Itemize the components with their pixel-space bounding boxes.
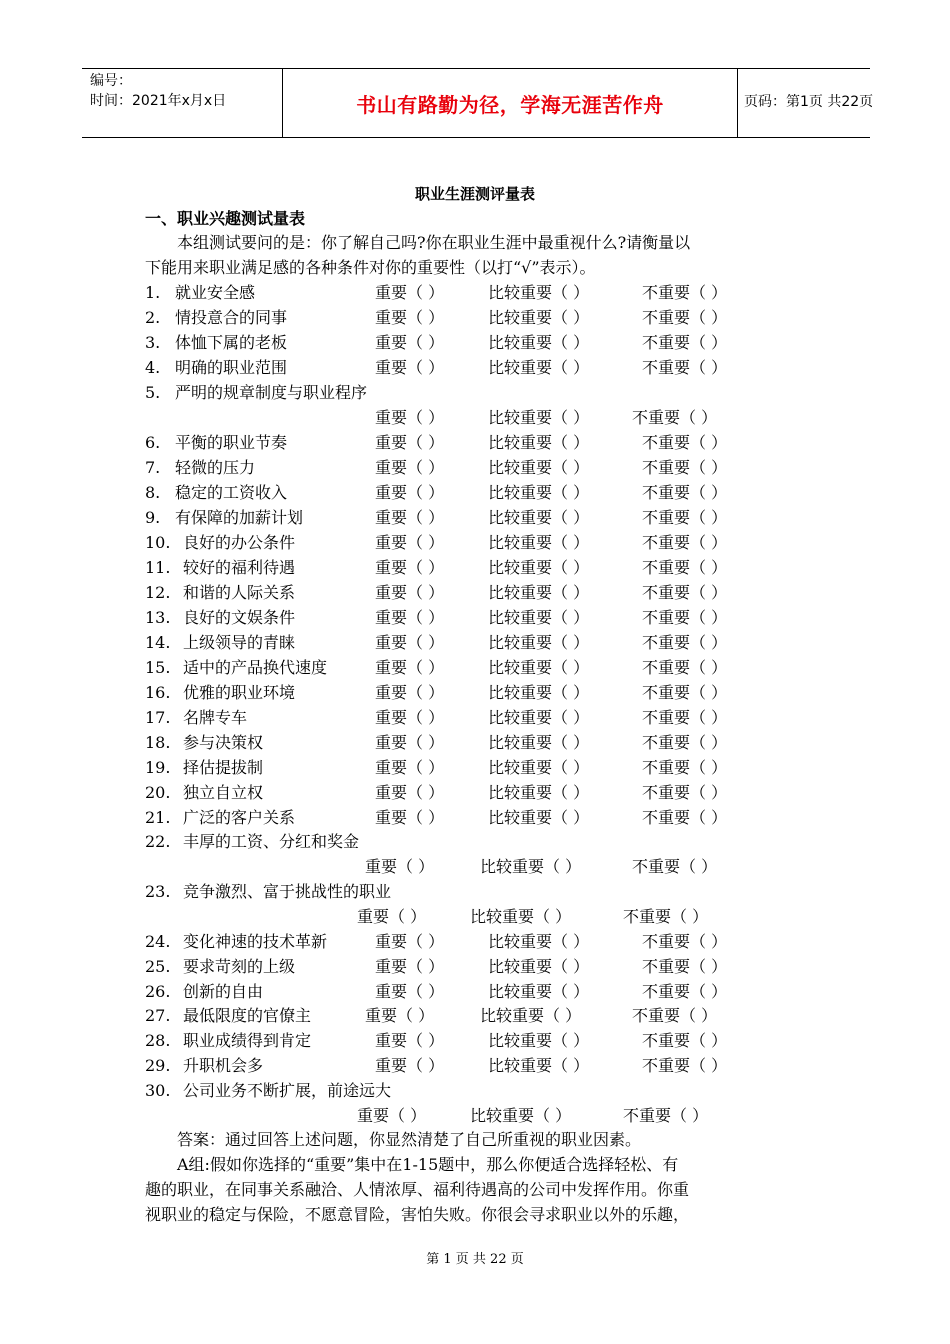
option-not-important: 不重要（ ） — [642, 558, 728, 577]
option-important: 重要（ ） — [375, 358, 445, 377]
question-text: 和谐的人际关系 — [183, 583, 296, 602]
question-text: 参与决策权 — [183, 733, 264, 752]
question-number: 5. — [145, 383, 161, 402]
option-important: 重要（ ） — [375, 308, 445, 327]
option-not-important: 不重要（ ） — [642, 333, 728, 352]
question-text: 竞争激烈、富于挑战性的职业 — [183, 882, 392, 901]
option-fairly-important: 比较重要（ ） — [488, 508, 590, 527]
question-number: 1. — [145, 283, 161, 302]
question-row — [145, 1028, 785, 1053]
option-not-important: 不重要（ ） — [642, 508, 728, 527]
question-row — [145, 430, 785, 455]
option-important: 重要（ ） — [375, 508, 445, 527]
question-number: 27. — [145, 1006, 171, 1025]
option-fairly-important: 比较重要（ ） — [488, 1031, 590, 1050]
option-fairly-important: 比较重要（ ） — [488, 658, 590, 677]
question-row — [145, 1053, 785, 1078]
option-important: 重要（ ） — [365, 1006, 435, 1025]
option-important: 重要（ ） — [365, 857, 435, 876]
option-important: 重要（ ） — [375, 558, 445, 577]
option-fairly-important: 比较重要（ ） — [488, 458, 590, 477]
option-fairly-important: 比较重要（ ） — [488, 633, 590, 652]
option-fairly-important: 比较重要（ ） — [488, 333, 590, 352]
question-row — [145, 879, 785, 904]
option-important: 重要（ ） — [375, 458, 445, 477]
question-number: 24. — [145, 932, 171, 951]
option-fairly-important: 比较重要（ ） — [488, 982, 590, 1001]
question-text: 轻微的压力 — [175, 458, 256, 477]
question-row — [145, 455, 785, 480]
group-a-line-1: A组:假如你选择的“重要”集中在1-15题中，那么你便适合选择轻松、有 — [177, 1155, 679, 1174]
question-text: 名牌专车 — [183, 708, 248, 727]
option-not-important: 不重要（ ） — [632, 408, 718, 427]
option-fairly-important: 比较重要（ ） — [488, 758, 590, 777]
option-important: 重要（ ） — [375, 608, 445, 627]
question-row — [145, 780, 785, 805]
question-row — [145, 979, 785, 1004]
option-fairly-important: 比较重要（ ） — [488, 433, 590, 452]
question-number: 23. — [145, 882, 171, 901]
question-text: 优雅的职业环境 — [183, 683, 296, 702]
option-not-important: 不重要（ ） — [642, 458, 728, 477]
question-row — [145, 1003, 785, 1028]
option-not-important: 不重要（ ） — [642, 658, 728, 677]
question-number: 4. — [145, 358, 161, 377]
option-fairly-important: 比较重要（ ） — [488, 733, 590, 752]
option-important: 重要（ ） — [375, 1031, 445, 1050]
question-number: 22. — [145, 832, 171, 851]
option-not-important: 不重要（ ） — [642, 982, 728, 1001]
question-text: 变化神速的技术革新 — [183, 932, 328, 951]
question-number: 3. — [145, 333, 161, 352]
question-text: 创新的自由 — [183, 982, 264, 1001]
option-important: 重要（ ） — [375, 982, 445, 1001]
option-important: 重要（ ） — [375, 583, 445, 602]
option-fairly-important: 比较重要（ ） — [488, 932, 590, 951]
question-text: 独立自立权 — [183, 783, 264, 802]
option-not-important: 不重要（ ） — [642, 483, 728, 502]
question-text: 要求苛刻的上级 — [183, 957, 296, 976]
option-not-important: 不重要（ ） — [642, 783, 728, 802]
question-text: 最低限度的官僚主 — [183, 1006, 312, 1025]
question-row — [145, 829, 785, 854]
question-row — [145, 954, 785, 979]
question-row — [145, 480, 785, 505]
question-row — [145, 705, 785, 730]
option-important: 重要（ ） — [375, 408, 445, 427]
question-number: 30. — [145, 1081, 171, 1100]
question-row — [145, 280, 785, 305]
option-not-important: 不重要（ ） — [642, 1031, 728, 1050]
option-not-important: 不重要（ ） — [642, 633, 728, 652]
option-fairly-important: 比较重要（ ） — [470, 1106, 572, 1125]
question-text: 有保障的加薪计划 — [175, 508, 304, 527]
option-not-important: 不重要（ ） — [642, 932, 728, 951]
option-fairly-important: 比较重要（ ） — [488, 533, 590, 552]
question-row — [145, 605, 785, 630]
number-label: 编号： — [90, 73, 132, 89]
question-options-row — [145, 854, 785, 879]
question-number: 13. — [145, 608, 171, 627]
section-title: 一、职业兴趣测试量表 — [145, 209, 306, 228]
question-text: 稳定的工资收入 — [175, 483, 288, 502]
question-text: 体恤下属的老板 — [175, 333, 288, 352]
option-important: 重要（ ） — [357, 1106, 427, 1125]
option-fairly-important: 比较重要（ ） — [480, 1006, 582, 1025]
question-number: 12. — [145, 583, 171, 602]
option-fairly-important: 比较重要（ ） — [488, 583, 590, 602]
question-text: 丰厚的工资、分红和奖金 — [183, 832, 360, 851]
question-text: 良好的文娱条件 — [183, 608, 296, 627]
question-number: 9. — [145, 508, 161, 527]
question-number: 28. — [145, 1031, 171, 1050]
header-motto: 书山有路勤为径，学海无涯苦作舟 — [282, 69, 738, 137]
question-row — [145, 530, 785, 555]
question-row — [145, 580, 785, 605]
question-number: 26. — [145, 982, 171, 1001]
question-text: 情投意合的同事 — [175, 308, 288, 327]
question-number: 18. — [145, 733, 171, 752]
question-options-row — [145, 1103, 785, 1128]
option-important: 重要（ ） — [375, 683, 445, 702]
option-fairly-important: 比较重要（ ） — [488, 708, 590, 727]
option-important: 重要（ ） — [375, 733, 445, 752]
option-important: 重要（ ） — [375, 708, 445, 727]
question-row — [145, 355, 785, 380]
option-fairly-important: 比较重要（ ） — [488, 683, 590, 702]
question-number: 6. — [145, 433, 161, 452]
option-important: 重要（ ） — [375, 283, 445, 302]
question-text: 广泛的客户关系 — [183, 808, 296, 827]
question-text: 良好的办公条件 — [183, 533, 296, 552]
question-text: 严明的规章制度与职业程序 — [175, 383, 368, 402]
option-important: 重要（ ） — [375, 783, 445, 802]
question-row — [145, 680, 785, 705]
question-number: 21. — [145, 808, 171, 827]
question-text: 适中的产品换代速度 — [183, 658, 328, 677]
header-left — [90, 71, 280, 111]
option-fairly-important: 比较重要（ ） — [488, 608, 590, 627]
option-important: 重要（ ） — [375, 658, 445, 677]
question-row — [145, 755, 785, 780]
option-fairly-important: 比较重要（ ） — [480, 857, 582, 876]
time-label: 时间：2021年x月x日 — [90, 93, 227, 109]
header-page-label: 页码：第1页 共22页 — [744, 94, 874, 110]
question-number: 17. — [145, 708, 171, 727]
option-important: 重要（ ） — [375, 333, 445, 352]
question-number: 7. — [145, 458, 161, 477]
question-text: 上级领导的青睐 — [183, 633, 296, 652]
option-not-important: 不重要（ ） — [642, 683, 728, 702]
option-not-important: 不重要（ ） — [623, 1106, 709, 1125]
question-options-row — [145, 405, 785, 430]
question-row — [145, 505, 785, 530]
intro-line-1: 本组测试要问的是：你了解自己吗?你在职业生涯中最重视什么?请衡量以 — [177, 233, 691, 252]
question-text: 明确的职业范围 — [175, 358, 288, 377]
option-not-important: 不重要（ ） — [632, 857, 718, 876]
question-number: 8. — [145, 483, 161, 502]
question-text: 升职机会多 — [183, 1056, 264, 1075]
option-not-important: 不重要（ ） — [623, 907, 709, 926]
option-fairly-important: 比较重要（ ） — [488, 957, 590, 976]
page-footer: 第 1 页 共 22 页 — [426, 1252, 524, 1267]
question-options-row — [145, 904, 785, 929]
option-not-important: 不重要（ ） — [642, 808, 728, 827]
option-important: 重要（ ） — [375, 433, 445, 452]
option-fairly-important: 比较重要（ ） — [488, 558, 590, 577]
option-important: 重要（ ） — [375, 808, 445, 827]
option-not-important: 不重要（ ） — [642, 1056, 728, 1075]
question-number: 16. — [145, 683, 171, 702]
option-fairly-important: 比较重要（ ） — [488, 283, 590, 302]
option-not-important: 不重要（ ） — [642, 708, 728, 727]
question-number: 19. — [145, 758, 171, 777]
question-text: 就业安全感 — [175, 283, 256, 302]
intro-line-2: 下能用来职业满足感的各种条件对你的重要性（以打“√”表示）。 — [145, 258, 596, 277]
option-important: 重要（ ） — [375, 957, 445, 976]
option-not-important: 不重要（ ） — [642, 957, 728, 976]
question-text: 公司业务不断扩展，前途远大 — [183, 1081, 392, 1100]
option-fairly-important: 比较重要（ ） — [488, 808, 590, 827]
document-title: 职业生涯测评量表 — [414, 185, 535, 203]
question-text: 职业成绩得到肯定 — [183, 1031, 312, 1050]
question-number: 15. — [145, 658, 171, 677]
option-important: 重要（ ） — [375, 758, 445, 777]
question-number: 20. — [145, 783, 171, 802]
question-row — [145, 655, 785, 680]
option-important: 重要（ ） — [375, 483, 445, 502]
option-not-important: 不重要（ ） — [642, 758, 728, 777]
option-fairly-important: 比较重要（ ） — [488, 483, 590, 502]
option-not-important: 不重要（ ） — [642, 283, 728, 302]
question-number: 29. — [145, 1056, 171, 1075]
question-text: 较好的福利待遇 — [183, 558, 296, 577]
option-important: 重要（ ） — [375, 533, 445, 552]
option-not-important: 不重要（ ） — [642, 358, 728, 377]
option-important: 重要（ ） — [357, 907, 427, 926]
option-not-important: 不重要（ ） — [632, 1006, 718, 1025]
option-fairly-important: 比较重要（ ） — [488, 408, 590, 427]
question-row — [145, 1078, 785, 1103]
question-text: 平衡的职业节奏 — [175, 433, 288, 452]
option-fairly-important: 比较重要（ ） — [470, 907, 572, 926]
option-important: 重要（ ） — [375, 633, 445, 652]
question-row — [145, 555, 785, 580]
option-fairly-important: 比较重要（ ） — [488, 1056, 590, 1075]
group-a-line-2: 趣的职业，在同事关系融洽、人情浓厚、福利待遇高的公司中发挥作用。你重 — [145, 1180, 690, 1199]
option-important: 重要（ ） — [375, 932, 445, 951]
option-fairly-important: 比较重要（ ） — [488, 308, 590, 327]
question-number: 14. — [145, 633, 171, 652]
option-not-important: 不重要（ ） — [642, 433, 728, 452]
question-row — [145, 630, 785, 655]
question-row — [145, 305, 785, 330]
option-not-important: 不重要（ ） — [642, 583, 728, 602]
option-fairly-important: 比较重要（ ） — [488, 358, 590, 377]
option-fairly-important: 比较重要（ ） — [488, 783, 590, 802]
question-number: 11. — [145, 558, 171, 577]
question-text: 择估提拔制 — [183, 758, 264, 777]
option-important: 重要（ ） — [375, 1056, 445, 1075]
option-not-important: 不重要（ ） — [642, 308, 728, 327]
option-not-important: 不重要（ ） — [642, 533, 728, 552]
question-row — [145, 330, 785, 355]
question-number: 10. — [145, 533, 171, 552]
group-a-line-3: 视职业的稳定与保险，不愿意冒险，害怕失败。你很会寻求职业以外的乐趣， — [145, 1205, 690, 1224]
option-not-important: 不重要（ ） — [642, 733, 728, 752]
question-row — [145, 730, 785, 755]
question-number: 2. — [145, 308, 161, 327]
question-row — [145, 805, 785, 830]
question-row — [145, 380, 785, 405]
page-header — [82, 68, 874, 138]
question-number: 25. — [145, 957, 171, 976]
answer-line: 答案：通过回答上述问题，你显然清楚了自己所重视的职业因素。 — [177, 1130, 642, 1149]
question-row — [145, 929, 785, 954]
option-not-important: 不重要（ ） — [642, 608, 728, 627]
